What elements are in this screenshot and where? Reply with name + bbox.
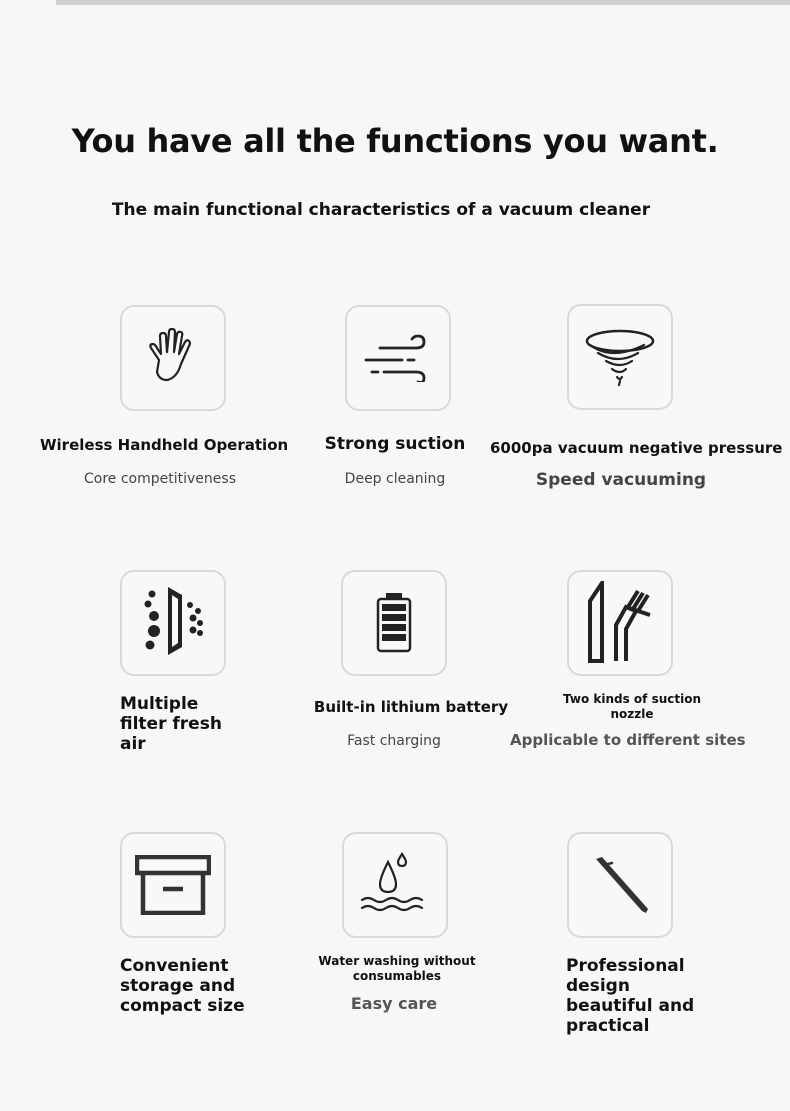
feature-7-title: Convenient storage and compact size bbox=[120, 956, 245, 1016]
feature-1-subtitle: Core competitiveness bbox=[84, 471, 236, 487]
feature-6-subtitle: Applicable to different sites bbox=[510, 731, 746, 749]
feature-2-subtitle: Deep cleaning bbox=[344, 471, 446, 487]
tornado-icon bbox=[584, 327, 656, 387]
feature-9-title: Professional design beautiful and practical bbox=[566, 956, 695, 1036]
pen-icon bbox=[590, 855, 650, 915]
feature-1-title: Wireless Handheld Operation bbox=[40, 436, 289, 454]
feature-8-title: Water washing without consumables bbox=[318, 954, 476, 983]
page-subtitle: The main functional characteristics of a vacuum cleaner bbox=[111, 200, 651, 220]
feature-2-icon-box bbox=[345, 305, 451, 411]
feature-4-title: Multiple filter fresh air bbox=[120, 694, 222, 754]
battery-icon bbox=[374, 591, 414, 655]
feature-3-title: 6000pa vacuum negative pressure bbox=[490, 439, 783, 457]
feature-4-icon-box bbox=[120, 570, 226, 676]
feature-6-title: Two kinds of suction nozzle bbox=[563, 692, 701, 721]
filter-icon bbox=[138, 583, 208, 663]
page-title: You have all the functions you want. bbox=[71, 122, 719, 160]
feature-5-icon-box bbox=[341, 570, 447, 676]
hand-icon bbox=[141, 326, 205, 390]
feature-6-icon-box bbox=[567, 570, 673, 676]
feature-2-title: Strong suction bbox=[324, 434, 466, 454]
top-image-strip bbox=[56, 0, 790, 5]
feature-5-subtitle: Fast charging bbox=[347, 733, 441, 749]
feature-3-subtitle: Speed vacuuming bbox=[535, 470, 707, 490]
feature-5-title: Built-in lithium battery bbox=[313, 698, 509, 716]
feature-3-icon-box bbox=[567, 304, 673, 410]
storage-box-icon bbox=[135, 855, 211, 915]
feature-7-icon-box bbox=[120, 832, 226, 938]
wind-icon bbox=[364, 334, 432, 382]
nozzle-icon bbox=[580, 581, 660, 665]
feature-8-subtitle: Easy care bbox=[350, 994, 438, 1013]
feature-8-icon-box bbox=[342, 832, 448, 938]
feature-9-icon-box bbox=[567, 832, 673, 938]
feature-1-icon-box bbox=[120, 305, 226, 411]
water-drop-icon bbox=[360, 852, 430, 918]
